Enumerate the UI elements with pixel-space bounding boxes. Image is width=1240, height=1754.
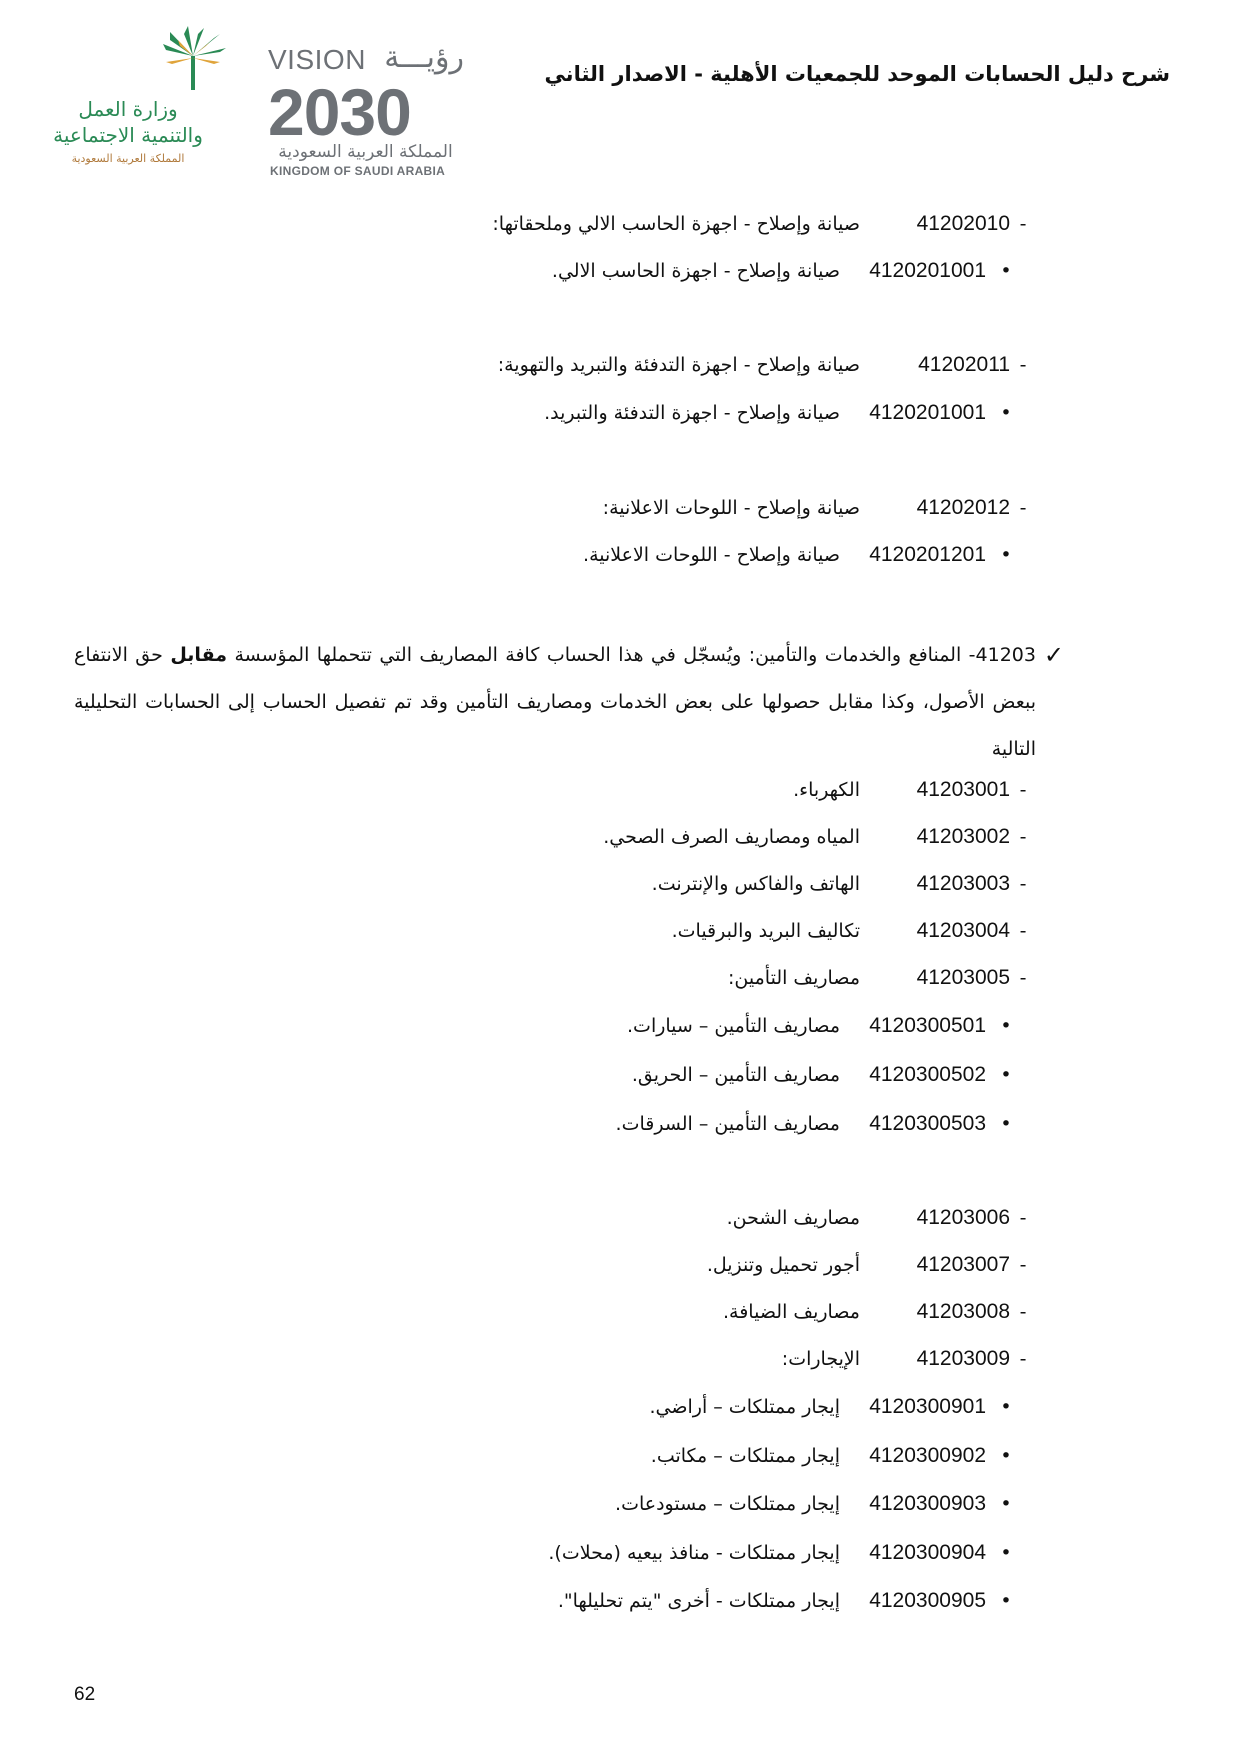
account-label: مصاريف التأمين: xyxy=(728,967,860,989)
account-row xyxy=(793,778,1036,802)
account-label: أجور تحميل وتنزيل. xyxy=(706,1254,860,1276)
dash-marker: - xyxy=(1019,779,1027,801)
account-code: 41202012 xyxy=(916,496,1010,519)
account-code: 4120201001 xyxy=(869,401,986,424)
bullet-marker: • xyxy=(1000,1542,1012,1564)
account-label: مصاريف الضيافة. xyxy=(723,1301,860,1323)
account-row xyxy=(707,1253,1036,1277)
account-code: 41203002 xyxy=(916,825,1010,848)
vision-word-arabic: رؤيـــة xyxy=(384,40,464,75)
account-label: إيجار ممتلكات – أراضي. xyxy=(649,1396,840,1418)
section-text-part1: 41203- المنافع والخدمات والتأمين: ويُسجّل في هذا الحساب كافة المصاريف التي تتحملها المؤسسة xyxy=(234,644,1036,666)
dash-marker: - xyxy=(1019,967,1027,989)
sub-account-row xyxy=(632,1063,1026,1087)
dash-marker: - xyxy=(1019,920,1027,942)
account-row xyxy=(492,212,1036,236)
bullet-marker: • xyxy=(1000,1113,1012,1135)
account-code: 41203003 xyxy=(916,872,1010,895)
ministry-country: المملكة العربية السعودية xyxy=(71,152,185,165)
account-label: الهاتف والفاكس والإنترنت. xyxy=(651,873,860,895)
bullet-marker: • xyxy=(1000,402,1012,424)
account-code: 4120201001 xyxy=(869,259,986,282)
section-bold-word: مقابل xyxy=(170,644,228,666)
account-label: المياه ومصاريف الصرف الصحي. xyxy=(603,826,860,848)
bullet-marker: • xyxy=(1000,1445,1012,1467)
bullet-marker: • xyxy=(1000,1015,1012,1037)
account-label: صيانة وإصلاح - اجهزة التدفئة والتبريد والتهوية: xyxy=(497,354,860,376)
account-label: صيانة وإصلاح - اللوحات الاعلانية. xyxy=(583,544,840,566)
dash-marker: - xyxy=(1019,1348,1027,1370)
account-label: الكهرباء. xyxy=(793,779,860,801)
account-code: 41202011 xyxy=(918,353,1010,376)
dash-marker: - xyxy=(1019,1254,1027,1276)
section-paragraph xyxy=(74,632,1064,773)
ministry-name-line2: والتنمية الاجتماعية xyxy=(53,123,203,147)
account-label: مصاريف التأمين – سيارات. xyxy=(627,1015,840,1037)
account-label: صيانة وإصلاح - اجهزة الحاسب الالي وملحقاتها: xyxy=(492,213,860,235)
dash-marker: - xyxy=(1019,826,1027,848)
account-label: صيانة وإصلاح - اجهزة الحاسب الالي. xyxy=(551,260,840,282)
account-label: إيجار ممتلكات – مكاتب. xyxy=(650,1445,840,1467)
sub-account-row xyxy=(615,1492,1026,1516)
bullet-marker: • xyxy=(1000,1493,1012,1515)
account-code: 4120300903 xyxy=(869,1492,986,1515)
page-number: 62 xyxy=(74,1684,96,1705)
sub-account-row xyxy=(558,1589,1026,1613)
account-code: 4120300501 xyxy=(869,1014,986,1037)
vision-year: 2030 xyxy=(268,75,411,149)
ministry-logo xyxy=(48,26,208,176)
dash-marker: - xyxy=(1019,873,1027,895)
account-label: مصاريف التأمين – السرقات. xyxy=(615,1113,840,1135)
account-code: 41203008 xyxy=(916,1300,1010,1323)
sub-account-row xyxy=(616,1112,1026,1136)
bullet-marker: • xyxy=(1000,544,1012,566)
account-row xyxy=(603,496,1036,520)
account-code: 4120300502 xyxy=(869,1063,986,1086)
document-header-title: شرح دليل الحسابات الموحد للجمعيات الأهلية - الاصدار الثاني xyxy=(544,62,1170,86)
sub-account-row xyxy=(627,1014,1026,1038)
account-code: 41203007 xyxy=(916,1253,1010,1276)
account-row xyxy=(728,966,1036,990)
sub-account-row xyxy=(544,401,1026,425)
checkmark-icon: ✓ xyxy=(1043,641,1064,669)
account-code: 41203001 xyxy=(916,778,1010,801)
account-code: 41203009 xyxy=(916,1347,1010,1370)
account-code: 4120300902 xyxy=(869,1444,986,1467)
account-label: صيانة وإصلاح - اجهزة التدفئة والتبريد. xyxy=(544,402,840,424)
sub-account-row xyxy=(651,1444,1026,1468)
account-row xyxy=(727,1206,1036,1230)
account-code: 4120300901 xyxy=(869,1395,986,1418)
account-row xyxy=(782,1347,1036,1371)
bullet-marker: • xyxy=(1000,1396,1012,1418)
dash-marker: - xyxy=(1019,497,1027,519)
account-label: إيجار ممتلكات - أخرى "يتم تحليلها". xyxy=(557,1590,840,1612)
account-label: إيجار ممتلكات - منافذ بيعيه (محلات). xyxy=(548,1542,840,1564)
section-text-part2: حق الانتفاع ببعض الأصول، وكذا مقابل حصولها على بعض الخدمات ومصاريف التأمين وقد تم تفصيل الحساب إلى الحسابات التحليلية التالية xyxy=(74,644,1036,760)
dash-marker: - xyxy=(1019,1207,1027,1229)
vision-2030-logo xyxy=(268,40,468,178)
bullet-marker: • xyxy=(1000,1590,1012,1612)
bullet-marker: • xyxy=(1000,1064,1012,1086)
sub-account-row xyxy=(548,1541,1026,1565)
account-code: 4120201201 xyxy=(869,543,986,566)
account-code: 4120300904 xyxy=(869,1541,986,1564)
dash-marker: - xyxy=(1019,1301,1027,1323)
account-code: 41203005 xyxy=(916,966,1010,989)
account-code: 41202010 xyxy=(916,212,1010,235)
vision-word: VISION xyxy=(268,44,366,75)
bullet-marker: • xyxy=(1000,260,1012,282)
account-label: تكاليف البريد والبرقيات. xyxy=(671,920,860,942)
account-row xyxy=(498,353,1036,377)
vision-kingdom-english: KINGDOM OF SAUDI ARABIA xyxy=(270,164,446,178)
ministry-name xyxy=(48,96,208,148)
account-code: 41203004 xyxy=(916,919,1010,942)
sub-account-row xyxy=(552,259,1026,283)
account-label: إيجار ممتلكات – مستودعات. xyxy=(615,1493,840,1515)
ministry-name-line1: وزارة العمل xyxy=(78,97,178,121)
sub-account-row xyxy=(583,543,1026,567)
account-label: مصاريف الشحن. xyxy=(726,1207,860,1229)
account-label: الإيجارات: xyxy=(781,1348,860,1370)
account-code: 41203006 xyxy=(916,1206,1010,1229)
account-code: 4120300503 xyxy=(869,1112,986,1135)
dash-marker: - xyxy=(1019,354,1027,376)
account-row xyxy=(723,1300,1036,1324)
account-label: صيانة وإصلاح - اللوحات الاعلانية: xyxy=(602,497,860,519)
palm-tree-icon xyxy=(158,26,228,92)
account-label: مصاريف التأمين – الحريق. xyxy=(631,1064,840,1086)
account-row xyxy=(603,825,1036,849)
sub-account-row xyxy=(649,1395,1026,1419)
dash-marker: - xyxy=(1019,213,1027,235)
account-row xyxy=(672,919,1036,943)
account-code: 4120300905 xyxy=(869,1589,986,1612)
account-row xyxy=(652,872,1036,896)
vision-kingdom-arabic: المملكة العربية السعودية xyxy=(278,142,453,162)
